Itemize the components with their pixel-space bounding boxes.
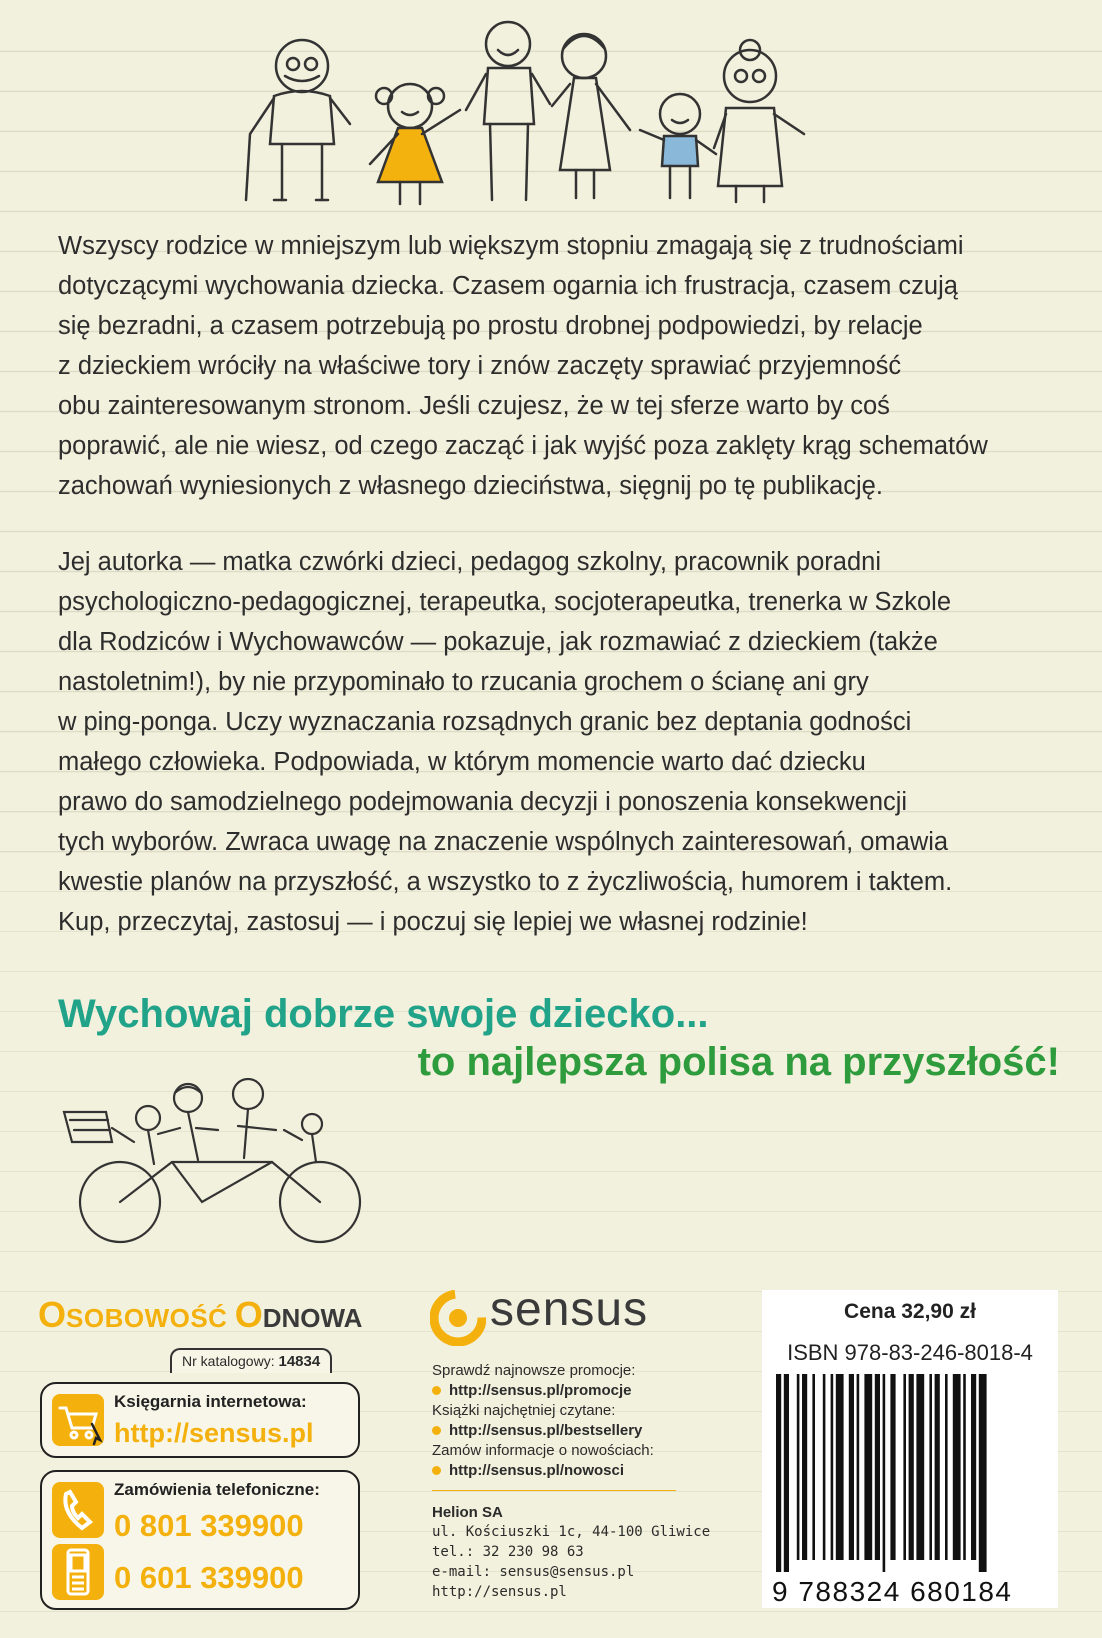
barcode-bar: [776, 1374, 781, 1572]
text-line: Wszyscy rodzice w mniejszym lub większym stopniu zmagają się z trudnościami: [58, 232, 964, 260]
text-line: małego człowieka. Podpowiada, w którym momencie warto dać dziecku: [58, 748, 866, 776]
barcode-bar: [797, 1374, 800, 1560]
text-line: dla Rodziców i Wychowawców — pokazuje, jak rozmawiać z dzieckiem (także: [58, 628, 938, 656]
online-shop-box[interactable]: [40, 1382, 360, 1458]
news-link[interactable]: http://sensus.pl/nowosci: [432, 1462, 624, 1479]
company-address: ul. Kościuszki 1c, 44-100 Gliwice: [432, 1524, 711, 1540]
barcode-bar: [979, 1374, 987, 1572]
series-d: D: [262, 1303, 282, 1333]
description-paragraph-2: [58, 542, 1068, 942]
text-line: Jej autorka — matka czwórki dzieci, pedagog szkolny, pracownik poradni: [58, 548, 881, 576]
barcode-panel: [762, 1290, 1058, 1608]
text-line: psychologiczno-pedagogicznej, terapeutka, socjoterapeutka, trenerka w Szkole: [58, 588, 952, 616]
barcode-bar: [836, 1374, 844, 1560]
barcode-bar: [963, 1374, 966, 1560]
sensus-logo-icon: [430, 1290, 486, 1346]
barcode-bar: [875, 1374, 880, 1560]
catalog-label: Nr katalogowy:: [182, 1353, 275, 1369]
barcode-bar: [903, 1374, 906, 1560]
text-line: zachowań wyniesionych z własnego dzieciństwa, sięgnij po tę publikację.: [58, 472, 883, 500]
text-line: obu zainteresowanym stronom. Jeśli czujesz, że w tej sferze warto by coś: [58, 392, 890, 420]
company-website: http://sensus.pl: [432, 1584, 567, 1600]
shop-url-link[interactable]: http://sensus.pl: [114, 1418, 314, 1448]
barcode-bar: [812, 1374, 815, 1560]
barcode-bar: [883, 1374, 886, 1572]
bestsellers-link[interactable]: http://sensus.pl/bestsellery: [432, 1422, 642, 1439]
family-illustration: [230, 14, 860, 210]
promo-label: Sprawdź najnowsze promocje:: [432, 1362, 636, 1379]
series-word-1: SOBOWOŚĆ: [66, 1303, 228, 1333]
barcode-bar: [909, 1374, 914, 1560]
barcode-bar: [929, 1374, 932, 1560]
shop-label: Księgarnia internetowa:: [114, 1392, 307, 1411]
description-paragraph-1: [58, 226, 1068, 506]
promo-link[interactable]: http://sensus.pl/promocje: [432, 1382, 632, 1399]
text-line: kwestie planów na przyszłość, a wszystko to z życzliwością, humorem i taktem.: [58, 868, 953, 896]
news-label: Zamów informacje o nowościach:: [432, 1442, 654, 1459]
text-line: tych wyborów. Zwraca uwagę na znaczenie wspólnych zainteresowań, omawia: [58, 828, 949, 856]
barcode-bar: [849, 1374, 854, 1560]
slogan-line-2: to najlepsza polisa na przyszłość!: [417, 1040, 1060, 1084]
barcode-bar: [890, 1374, 895, 1560]
bestsellers-label: Książki najchętniej czytane:: [432, 1402, 616, 1419]
tandem-bicycle-illustration: [62, 1078, 382, 1244]
barcode-bar: [864, 1374, 872, 1560]
series-o1: O: [38, 1294, 67, 1335]
series-o2: O: [234, 1294, 263, 1335]
barcode-digits: 9 788324 680184: [772, 1576, 1013, 1607]
text-line: w ping-ponga. Uczy wyznaczania rozsądnych granic bez deptania godności: [58, 708, 912, 736]
catalog-number: [170, 1348, 332, 1373]
barcode-bar: [935, 1374, 940, 1560]
barcode-bar: [945, 1374, 948, 1560]
slogan-line-1: Wychowaj dobrze swoje dziecko...: [58, 992, 709, 1036]
phone-orders-box: [40, 1470, 360, 1610]
text-line: się bezradni, a czasem potrzebują po prostu drobnej podpowiedzi, by relacje: [58, 312, 923, 340]
phone-label: Zamówienia telefoniczne:: [114, 1480, 320, 1499]
price: Cena 32,90 zł: [844, 1300, 976, 1323]
text-line: dotyczącymi wychowania dziecka. Czasem ogarnia ich frustracja, czasem czują: [58, 272, 958, 300]
text-line: Kup, przeczytaj, zastosuj — i poczuj się lepiej we własnej rodzinie!: [58, 908, 808, 936]
company-name: Helion SA: [432, 1504, 503, 1521]
barcode-bar: [831, 1374, 834, 1560]
phone-number-2[interactable]: 0 601 339900: [114, 1560, 304, 1595]
barcode-bar: [971, 1374, 976, 1560]
barcode-bar: [916, 1374, 924, 1560]
publisher-brand: sensus: [490, 1283, 649, 1336]
series-logo: [38, 1294, 362, 1336]
text-line: nastoletnim!), by nie przypominało to rzucania grochem o ścianę ani gry: [58, 668, 869, 696]
company-phone: tel.: 32 230 98 63: [432, 1544, 584, 1560]
company-email: e-mail: sensus@sensus.pl: [432, 1564, 635, 1580]
phone-icon: [52, 1482, 104, 1538]
divider: [432, 1490, 676, 1491]
barcode-bar: [953, 1374, 961, 1560]
text-line: z dzieckiem wróciły na właściwe tory i znów zaczęty sprawiać przyjemność: [58, 352, 902, 380]
shopping-cart-icon: [52, 1394, 104, 1446]
barcode-bar: [784, 1374, 789, 1572]
barcode: [776, 1374, 1044, 1572]
barcode-bar: [857, 1374, 860, 1560]
isbn: ISBN 978-83-246-8018-4: [787, 1340, 1033, 1365]
text-line: prawo do samodzielnego podejmowania decyzji i ponoszenia konsekwencji: [58, 788, 908, 816]
phone-number-1[interactable]: 0 801 339900: [114, 1508, 304, 1543]
barcode-bar: [823, 1374, 826, 1560]
catalog-value: 14834: [278, 1353, 321, 1370]
text-line: poprawić, ale nie wiesz, od czego zacząć i jak wyjść poza zaklęty krąg schematów: [58, 432, 988, 460]
series-word-2: NOWA: [281, 1303, 363, 1333]
barcode-bar: [802, 1374, 807, 1560]
mobile-phone-icon: [52, 1544, 104, 1600]
